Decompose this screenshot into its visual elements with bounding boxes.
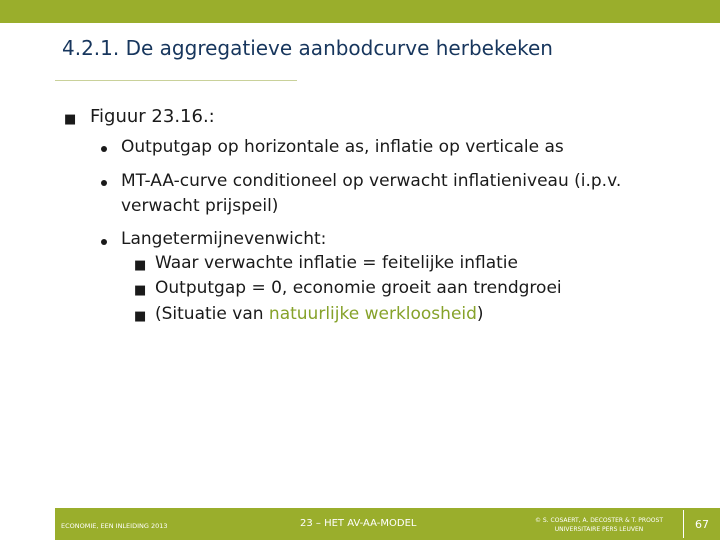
footer-chapter-title: 23 – HET AV-AA-MODEL: [300, 518, 417, 529]
subsub-bullet-1: Waar verwachte inflatie = feitelijke inflatie: [155, 253, 518, 273]
main-bullet-text: Figuur 23.16.:: [90, 106, 215, 127]
sub-bullet-2-continued: verwacht prijspeil): [121, 196, 279, 216]
top-accent-band: [0, 0, 720, 23]
footer-copyright-line1: © S. COSAERT, A. DECOSTER & T. PROOST: [535, 517, 664, 524]
round-bullet-icon: [101, 180, 107, 186]
footer-bar: [55, 508, 720, 540]
subsub-bullet-3-before: (Situatie van: [155, 304, 269, 324]
sub-bullet-1: Outputgap op horizontale as, inflatie op verticale as: [121, 137, 564, 157]
sub-bullet-3: Langetermijnevenwicht:: [121, 229, 327, 249]
subsub-bullet-2: Outputgap = 0, economie groeit aan trendgroei: [155, 278, 562, 298]
page-number: 67: [695, 518, 709, 531]
round-bullet-icon: [101, 239, 107, 245]
round-bullet-icon: [101, 146, 107, 152]
footer-copyright: [535, 516, 663, 534]
square-bullet-icon: ■: [134, 258, 147, 273]
subsub-bullet-3-after: ): [476, 304, 484, 324]
footer-divider: [683, 510, 684, 538]
subsub-bullet-3: [155, 304, 484, 324]
square-bullet-icon: ■: [134, 309, 147, 324]
footer-copyright-line2: UNIVERSITAIRE PERS LEUVEN: [554, 526, 644, 533]
square-bullet-icon: ■: [134, 283, 147, 298]
sub-bullet-2: MT-AA-curve conditioneel op verwacht inflatieniveau (i.p.v.: [121, 171, 622, 191]
footer-course-title: ECONOMIE, EEN INLEIDING 2013: [61, 522, 168, 530]
slide-title: 4.2.1. De aggregatieve aanbodcurve herbekeken: [62, 36, 553, 60]
natuurlijke-werkloosheid-highlight: natuurlijke werkloosheid: [268, 304, 477, 324]
title-underline: [55, 80, 297, 81]
square-bullet-icon: ■: [64, 112, 77, 127]
